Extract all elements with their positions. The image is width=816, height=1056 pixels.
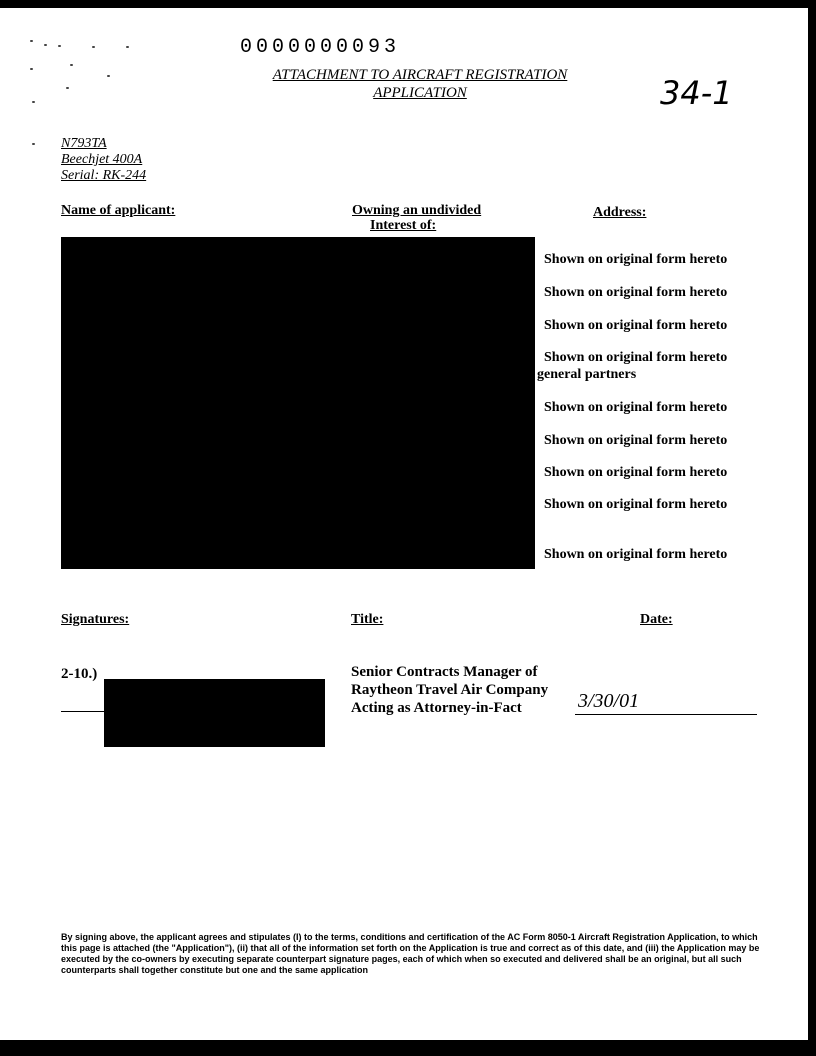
signature-line [61, 711, 106, 712]
interest-column-heading-line2: Interest of: [370, 218, 437, 233]
speck [126, 46, 129, 48]
address-entry: Shown on original form hereto [544, 285, 728, 300]
speck [70, 64, 73, 66]
address-entry: Shown on original form hereto [544, 400, 728, 415]
scan-border-top [0, 0, 816, 8]
speck [92, 46, 95, 48]
date-heading: Date: [640, 612, 673, 627]
interest-column-heading: Owning an undivided [352, 203, 482, 218]
speck [30, 40, 33, 42]
address-entry: Shown on original form hereto [544, 497, 728, 512]
aircraft-serial: Serial: RK-244 [61, 168, 147, 183]
applicant-column-heading: Name of applicant: [61, 203, 176, 218]
redacted-signature [104, 679, 325, 747]
handwritten-date: 3/30/01 [578, 690, 640, 712]
address-entry: Shown on original form hereto [544, 547, 728, 562]
stipulation-paragraph: By signing above, the applicant agrees and stipulates (I) to the terms, conditions and certification of the AC Form 8050-1 Aircraft Registration Application, to which this page is attached (the "Application"), (ii) that all of the information set forth on the Application is true and correct as of this date, and (iii) the Application may be executed by the co-owners by executing separate counterpart signature pages, each of which when so executed and delivered shall be an original, but all such counterparts shall together constitute but one and the same application [61, 932, 760, 975]
scan-border-right [808, 0, 816, 1056]
handwritten-page-mark: 34-1 [660, 74, 733, 112]
address-entry: Shown on original form hereto [544, 465, 728, 480]
title-heading: Title: [351, 612, 384, 627]
redacted-applicant-block [61, 237, 535, 569]
signatures-heading: Signatures: [61, 612, 130, 627]
scan-border-bottom [0, 1040, 816, 1056]
date-line [575, 714, 757, 715]
address-entry: Shown on original form hereto [544, 350, 728, 365]
speck [32, 101, 35, 103]
document-number: 0000000093 [240, 36, 401, 59]
speck [30, 68, 33, 70]
general-partners-note: general partners [537, 367, 637, 382]
application-heading: APPLICATION [373, 85, 467, 101]
signer-title-line: Acting as Attorney-in-Fact [351, 700, 522, 716]
attachment-heading: ATTACHMENT TO AIRCRAFT REGISTRATION [272, 67, 568, 83]
address-entry: Shown on original form hereto [544, 318, 728, 333]
speck [58, 45, 61, 47]
signer-title-line: Senior Contracts Manager of [351, 664, 538, 680]
address-column-heading: Address: [593, 205, 647, 220]
aircraft-model: Beechjet 400A [61, 152, 143, 167]
address-entry: Shown on original form hereto [544, 433, 728, 448]
speck [44, 44, 47, 46]
speck [107, 75, 110, 77]
aircraft-registration: N793TA [61, 136, 107, 151]
speck [32, 143, 35, 145]
signer-title-line: Raytheon Travel Air Company [351, 682, 549, 698]
address-entry: Shown on original form hereto [544, 252, 728, 267]
entry-number: 2-10.) [61, 666, 98, 682]
speck [66, 87, 69, 89]
